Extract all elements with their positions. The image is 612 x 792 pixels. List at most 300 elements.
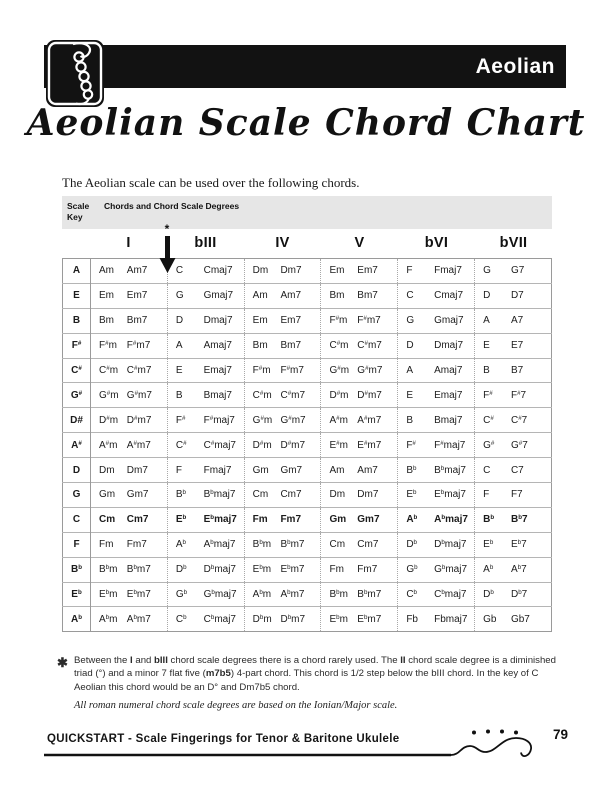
chord-seventh: Gmaj7	[434, 315, 464, 327]
chord-row	[63, 259, 552, 284]
chord-seventh: G#m7	[126, 389, 152, 401]
scale-key-cell: B	[63, 308, 91, 333]
chord-triad: F#	[483, 389, 493, 401]
chord-seventh: $A^bmaj7$	[434, 514, 468, 526]
chord-triad: $B^bm$	[252, 539, 272, 551]
chord-row	[63, 308, 552, 333]
chord-triad: $E^b$	[175, 514, 187, 526]
chord-seventh: $G^bmaj7$	[203, 588, 237, 601]
chord-pair-cell	[398, 333, 475, 358]
chord-triad: Gm	[252, 464, 269, 476]
chord-seventh: Fm7	[357, 564, 378, 576]
chapter-banner	[44, 45, 566, 88]
chord-seventh: $A^bmaj7$	[203, 539, 236, 551]
footer-series-title: QUICKSTART - Scale Fingerings for Tenor & Baritone Ukulele	[47, 733, 400, 745]
chord-triad: C#	[483, 414, 494, 426]
scale-key-cell: F#	[63, 333, 91, 358]
chord-triad: Fm	[99, 539, 114, 551]
chord-triad: $D^b$	[483, 588, 494, 601]
chord-seventh: B7	[510, 365, 524, 376]
chord-triad: Cm	[252, 489, 269, 501]
chord-pair-cell	[244, 507, 321, 532]
chord-pair-cell	[167, 283, 244, 308]
chord-seventh: Dmaj7	[434, 340, 464, 352]
chord-row	[63, 383, 552, 408]
chord-seventh: E#m7	[357, 439, 382, 451]
chord-pair-cell	[167, 333, 244, 358]
chord-seventh: Bm7	[357, 290, 378, 302]
chord-triad: F	[406, 265, 413, 277]
degree-header-bVI: bVI	[424, 235, 449, 251]
chord-triad: $B^b$	[175, 489, 186, 501]
chord-seventh: Dm7	[357, 489, 379, 501]
chord-triad: F#m	[99, 340, 117, 352]
chord-triad: Dm	[99, 464, 115, 476]
chord-pair-cell	[475, 483, 552, 508]
chord-pair-cell	[167, 433, 244, 458]
chord-pair-cell	[475, 383, 552, 408]
scale-key-cell: G#	[63, 383, 91, 408]
chord-seventh: $D^bmaj7$	[434, 539, 467, 551]
scale-key-cell: D#	[63, 408, 91, 433]
chord-seventh: F#m7	[280, 364, 304, 376]
chord-triad: F	[483, 489, 490, 501]
chord-triad: Cm	[99, 514, 116, 526]
chord-pair-cell	[321, 532, 398, 557]
chord-pair-cell	[91, 333, 168, 358]
chord-triad: $E^bm$	[329, 613, 348, 625]
chord-seventh: G#7	[510, 439, 528, 451]
chord-triad: Fm	[329, 564, 344, 576]
chord-seventh: Bm7	[280, 340, 302, 352]
chord-pair-cell	[398, 283, 475, 308]
chord-seventh: Cm7	[280, 489, 302, 501]
chord-pair-cell	[167, 358, 244, 383]
chord-triad: G#m	[99, 389, 119, 401]
scale-key-cell: E	[63, 283, 91, 308]
degree-header-bVII: bVII	[499, 235, 528, 251]
chord-triad: $B^bm$	[99, 564, 118, 576]
chord-pair-cell	[244, 582, 321, 607]
chord-triad: D#m	[329, 389, 349, 401]
chord-triad: C#m	[329, 340, 349, 352]
chord-pair-cell	[244, 308, 321, 333]
chord-seventh: A#m7	[126, 439, 151, 451]
degree-header-IV: IV	[275, 235, 290, 251]
chord-triad: Fb	[406, 613, 418, 625]
chord-row	[63, 483, 552, 508]
scale-key-cell: C	[63, 507, 91, 532]
chords-degrees-label: Chords and Chord Scale Degrees	[104, 201, 240, 211]
down-arrow-icon	[159, 235, 176, 274]
chord-seventh: Gmaj7	[203, 290, 234, 302]
chord-seventh: Fmaj7	[203, 464, 232, 476]
chord-pair-cell	[475, 283, 552, 308]
footnote-text: Between the I and bIII chord scale degrees there is a chord rarely used. The II chord scale degree is a diminished triad (°) and a minor 7 flat five (m7b5) 4-part chord. This chord is 1/2 step below the bIII chord. In the key of C Aeolian this chord would be an D° and Dm7b5 chord.	[74, 655, 556, 693]
chord-triad: C#	[175, 439, 187, 451]
chord-pair-cell	[244, 259, 321, 284]
chord-pair-cell	[167, 557, 244, 582]
chord-pair-cell	[475, 532, 552, 557]
chord-triad: D	[483, 290, 491, 302]
chord-pair-cell	[475, 582, 552, 607]
chord-triad: A	[406, 365, 413, 376]
chord-pair-cell	[167, 607, 244, 632]
chord-triad: Gm	[329, 514, 347, 526]
chord-pair-cell	[91, 607, 168, 632]
chord-seventh: Dm7	[280, 265, 302, 277]
chord-pair-cell	[475, 607, 552, 632]
chord-triad: B	[483, 365, 490, 376]
chord-triad: $A^bm$	[99, 613, 118, 625]
chord-seventh: F7	[510, 489, 523, 501]
chord-pair-cell	[91, 458, 168, 483]
chord-triad: $A^b$	[483, 564, 494, 576]
chord-triad: Cm	[329, 539, 346, 551]
chord-seventh: Gm7	[280, 464, 303, 476]
chord-pair-cell	[475, 458, 552, 483]
chord-chart-table	[62, 258, 552, 632]
chord-seventh: $E^bm7$	[357, 613, 382, 625]
chord-triad: C	[406, 290, 414, 302]
chord-triad: $E^b$	[406, 489, 417, 501]
chord-pair-cell	[167, 408, 244, 433]
chord-seventh: F#m7	[126, 340, 151, 352]
scale-key-cell: $A^b$	[63, 607, 91, 632]
chord-pair-cell	[244, 383, 321, 408]
chord-seventh: $B^b7$	[510, 514, 528, 526]
chord-seventh: F#7	[510, 389, 527, 401]
chord-row	[63, 408, 552, 433]
chord-seventh: F#m7	[357, 315, 381, 327]
chord-pair-cell	[475, 333, 552, 358]
chord-seventh: D#m7	[280, 439, 306, 451]
scale-key-cell: $E^b$	[63, 582, 91, 607]
chord-pair-cell	[167, 308, 244, 333]
chord-pair-cell	[244, 433, 321, 458]
chord-table-body	[63, 259, 552, 632]
chord-row	[63, 433, 552, 458]
chord-seventh: Dmaj7	[203, 315, 233, 327]
degree-header-I: I	[126, 235, 131, 251]
chord-pair-cell	[91, 383, 168, 408]
chord-triad: $E^bm$	[99, 588, 118, 601]
chord-seventh: Am7	[280, 290, 302, 302]
chord-row	[63, 458, 552, 483]
chord-pair-cell	[398, 358, 475, 383]
chord-pair-cell	[398, 607, 475, 632]
chord-seventh: Cm7	[357, 539, 379, 551]
chord-triad: Bm	[252, 340, 268, 352]
chord-triad: E	[175, 365, 183, 376]
chord-triad: Em	[329, 265, 345, 277]
chord-row	[63, 333, 552, 358]
scale-key-cell: $B^b$	[63, 557, 91, 582]
chord-triad: G	[406, 315, 415, 327]
chord-triad: F#m	[252, 364, 271, 376]
chord-seventh: $B^bm7$	[357, 588, 382, 601]
chord-pair-cell	[321, 408, 398, 433]
chord-pair-cell	[398, 532, 475, 557]
chord-triad: Gm	[99, 489, 116, 501]
chord-triad: Am	[329, 464, 345, 476]
chord-pair-cell	[244, 607, 321, 632]
chord-seventh: Bmaj7	[203, 389, 232, 401]
chord-triad: C#m	[252, 389, 272, 401]
chord-pair-cell	[321, 582, 398, 607]
chord-pair-cell	[475, 259, 552, 284]
chord-seventh: Bmaj7	[434, 414, 463, 426]
chord-triad: $D^b$	[175, 564, 187, 576]
chord-pair-cell	[398, 433, 475, 458]
chord-pair-cell	[321, 333, 398, 358]
chord-seventh: $C^bmaj7$	[203, 613, 236, 625]
chord-triad: Bm	[99, 315, 114, 327]
chord-seventh: D#m7	[357, 389, 382, 401]
chord-pair-cell	[321, 607, 398, 632]
chord-triad: F	[175, 464, 182, 476]
chord-triad: A#m	[329, 414, 348, 426]
chord-row	[63, 582, 552, 607]
chapter-title: Aeolian	[475, 54, 555, 78]
chord-seventh: Fbmaj7	[434, 613, 468, 625]
chord-row	[63, 532, 552, 557]
chord-row	[63, 358, 552, 383]
chord-pair-cell	[398, 308, 475, 333]
chord-pair-cell	[167, 582, 244, 607]
chord-pair-cell	[475, 507, 552, 532]
chord-pair-cell	[321, 383, 398, 408]
chord-seventh: $A^bm7$	[126, 613, 151, 625]
chord-seventh: $D^b7$	[510, 588, 528, 601]
scale-key-cell: D	[63, 458, 91, 483]
chord-seventh: C7	[510, 464, 524, 476]
chord-pair-cell	[398, 582, 475, 607]
chord-triad: A#m	[99, 439, 118, 451]
footnote	[57, 654, 557, 714]
chord-triad: D#m	[252, 439, 272, 451]
ukulele-headstock-icon	[46, 40, 104, 107]
chord-pair-cell	[244, 283, 321, 308]
chord-pair-cell	[475, 358, 552, 383]
chord-seventh: Dm7	[126, 464, 148, 476]
chord-pair-cell	[321, 458, 398, 483]
chord-pair-cell	[321, 283, 398, 308]
chord-pair-cell	[321, 358, 398, 383]
page-number: 79	[552, 727, 568, 742]
chord-pair-cell	[91, 433, 168, 458]
chord-triad: $A^b$	[175, 539, 186, 551]
chord-seventh: G7	[510, 265, 525, 277]
chord-pair-cell	[167, 507, 244, 532]
chord-pair-cell	[167, 532, 244, 557]
chord-pair-cell	[244, 458, 321, 483]
chord-triad: F#	[406, 439, 416, 451]
chord-pair-cell	[91, 308, 168, 333]
chord-triad: Dm	[252, 265, 269, 277]
scale-key-cell: A#	[63, 433, 91, 458]
chord-triad: $A^b$	[406, 514, 418, 526]
chord-pair-cell	[244, 333, 321, 358]
footnote-italic-note: All roman numeral chord scale degrees are based on the Ionian/Major scale.	[74, 700, 398, 712]
chord-seventh: $E^bm7$	[280, 564, 305, 576]
chord-triad: $B^b$	[406, 464, 417, 476]
chord-seventh: $E^bm7$	[126, 588, 151, 601]
chord-pair-cell	[244, 358, 321, 383]
chord-pair-cell	[398, 507, 475, 532]
chord-seventh: Am7	[126, 265, 148, 277]
chord-seventh: Bm7	[126, 315, 148, 327]
chord-seventh: F#maj7	[203, 414, 235, 426]
scale-key-cell: F	[63, 532, 91, 557]
chord-pair-cell	[398, 458, 475, 483]
rare-chord-marker	[158, 224, 176, 279]
chord-triad: Bm	[329, 290, 345, 302]
chord-triad: $A^bm$	[252, 588, 272, 601]
chord-pair-cell	[398, 483, 475, 508]
chord-triad: D	[406, 340, 414, 352]
chord-pair-cell	[321, 557, 398, 582]
chord-triad: C#m	[99, 364, 119, 376]
degree-header-V: V	[354, 235, 365, 251]
chord-triad: G#	[483, 439, 495, 451]
scale-key-cell: G	[63, 483, 91, 508]
chord-pair-cell	[91, 507, 168, 532]
chord-seventh: A7	[510, 315, 524, 327]
chord-triad: G#m	[252, 414, 273, 426]
chord-seventh: $A^bm7$	[280, 588, 305, 601]
scale-key-label: Scale Key	[67, 201, 90, 223]
chord-seventh: $A^b7$	[510, 564, 527, 576]
chord-pair-cell	[91, 358, 168, 383]
scale-key-cell: C#	[63, 358, 91, 383]
chord-pair-cell	[475, 433, 552, 458]
chord-triad: Em	[99, 290, 114, 302]
chord-seventh: $B^bmaj7$	[203, 489, 236, 501]
chord-seventh: $B^bm7$	[126, 564, 151, 576]
chord-pair-cell	[91, 408, 168, 433]
chord-seventh: Am7	[357, 464, 378, 476]
chord-row	[63, 507, 552, 532]
chord-seventh: $D^bm7$	[280, 613, 306, 625]
chord-pair-cell	[244, 408, 321, 433]
chord-pair-cell	[398, 557, 475, 582]
chord-triad: B	[175, 389, 183, 401]
chord-triad: F#	[175, 414, 186, 426]
chord-seventh: Cm7	[126, 514, 149, 526]
chord-seventh: D7	[510, 290, 524, 302]
chord-triad: C	[175, 265, 184, 277]
table-subheader-bar	[62, 196, 552, 229]
chord-pair-cell	[321, 507, 398, 532]
footnote-star-icon: ✱	[57, 655, 68, 670]
chord-seventh: Em7	[126, 290, 148, 302]
chord-triad: Em	[252, 315, 268, 327]
chord-triad: $D^bm$	[252, 613, 272, 625]
chord-triad: D	[175, 315, 184, 327]
chord-pair-cell	[244, 483, 321, 508]
chord-triad: $G^b$	[175, 588, 188, 601]
chord-triad: E	[483, 340, 490, 352]
chord-seventh: C#maj7	[203, 439, 236, 451]
chord-seventh: $D^bmaj7$	[203, 564, 236, 576]
chord-pair-cell	[398, 408, 475, 433]
page-footer	[44, 726, 568, 768]
chord-pair-cell	[475, 308, 552, 333]
chord-pair-cell	[91, 283, 168, 308]
chord-pair-cell	[91, 532, 168, 557]
chord-pair-cell	[167, 259, 244, 284]
chord-triad: Fm	[252, 514, 268, 526]
chord-seventh: Em7	[357, 265, 378, 277]
chord-pair-cell	[167, 483, 244, 508]
chord-triad: G	[483, 265, 491, 277]
chord-seventh: A#m7	[357, 414, 382, 426]
chord-seventh: C#7	[510, 414, 528, 426]
chord-triad: Am	[99, 265, 114, 277]
chord-seventh: $E^bmaj7$	[203, 514, 237, 526]
chord-seventh: $C^bmaj7$	[434, 588, 467, 601]
chord-triad: A	[175, 340, 183, 352]
chord-seventh: E7	[510, 340, 524, 352]
chord-seventh: F#maj7	[434, 439, 466, 451]
chord-triad: Am	[252, 290, 268, 302]
chord-seventh: D#m7	[126, 414, 152, 426]
chord-pair-cell	[244, 557, 321, 582]
chord-seventh: Emaj7	[434, 389, 463, 401]
chord-triad: $E^b$	[483, 539, 494, 551]
chord-seventh: $B^bmaj7$	[434, 464, 466, 476]
chord-row	[63, 607, 552, 632]
chord-seventh: Emaj7	[203, 365, 232, 376]
chord-triad: E#m	[329, 439, 348, 451]
chord-seventh: C#m7	[280, 389, 306, 401]
degree-header-row	[62, 235, 552, 251]
chord-seventh: $B^bm7$	[280, 539, 305, 551]
chord-triad: $C^b$	[406, 588, 417, 601]
chord-triad: $B^b$	[483, 514, 495, 526]
chord-seventh: G#m7	[280, 414, 306, 426]
chord-pair-cell	[91, 582, 168, 607]
chord-pair-cell	[244, 532, 321, 557]
chord-seventh: Cmaj7	[434, 290, 464, 302]
chord-row	[63, 283, 552, 308]
chord-pair-cell	[321, 308, 398, 333]
chord-pair-cell	[475, 408, 552, 433]
chord-pair-cell	[398, 259, 475, 284]
chord-triad: A	[483, 315, 490, 327]
chord-triad: Dm	[329, 489, 346, 501]
chord-seventh: Fm7	[126, 539, 147, 551]
degree-header-spacer	[62, 235, 90, 251]
chord-pair-cell	[321, 483, 398, 508]
chord-seventh: $E^b7$	[510, 539, 527, 551]
chord-triad: G#m	[329, 364, 350, 376]
chord-seventh: Fmaj7	[434, 265, 462, 277]
chord-triad: $D^b$	[406, 539, 417, 551]
chord-pair-cell	[475, 557, 552, 582]
chord-triad: $E^bm$	[252, 564, 272, 576]
asterisk-mark: *	[164, 222, 170, 236]
chord-pair-cell	[167, 383, 244, 408]
chord-triad: B	[406, 414, 413, 426]
chord-triad: $B^bm$	[329, 588, 348, 601]
chord-seventh: C#m7	[357, 340, 382, 352]
chord-triad: $G^b$	[406, 564, 418, 576]
chord-triad: D#m	[99, 414, 119, 426]
chord-seventh: Gm7	[357, 514, 380, 526]
chord-seventh: Gb7	[510, 613, 530, 625]
